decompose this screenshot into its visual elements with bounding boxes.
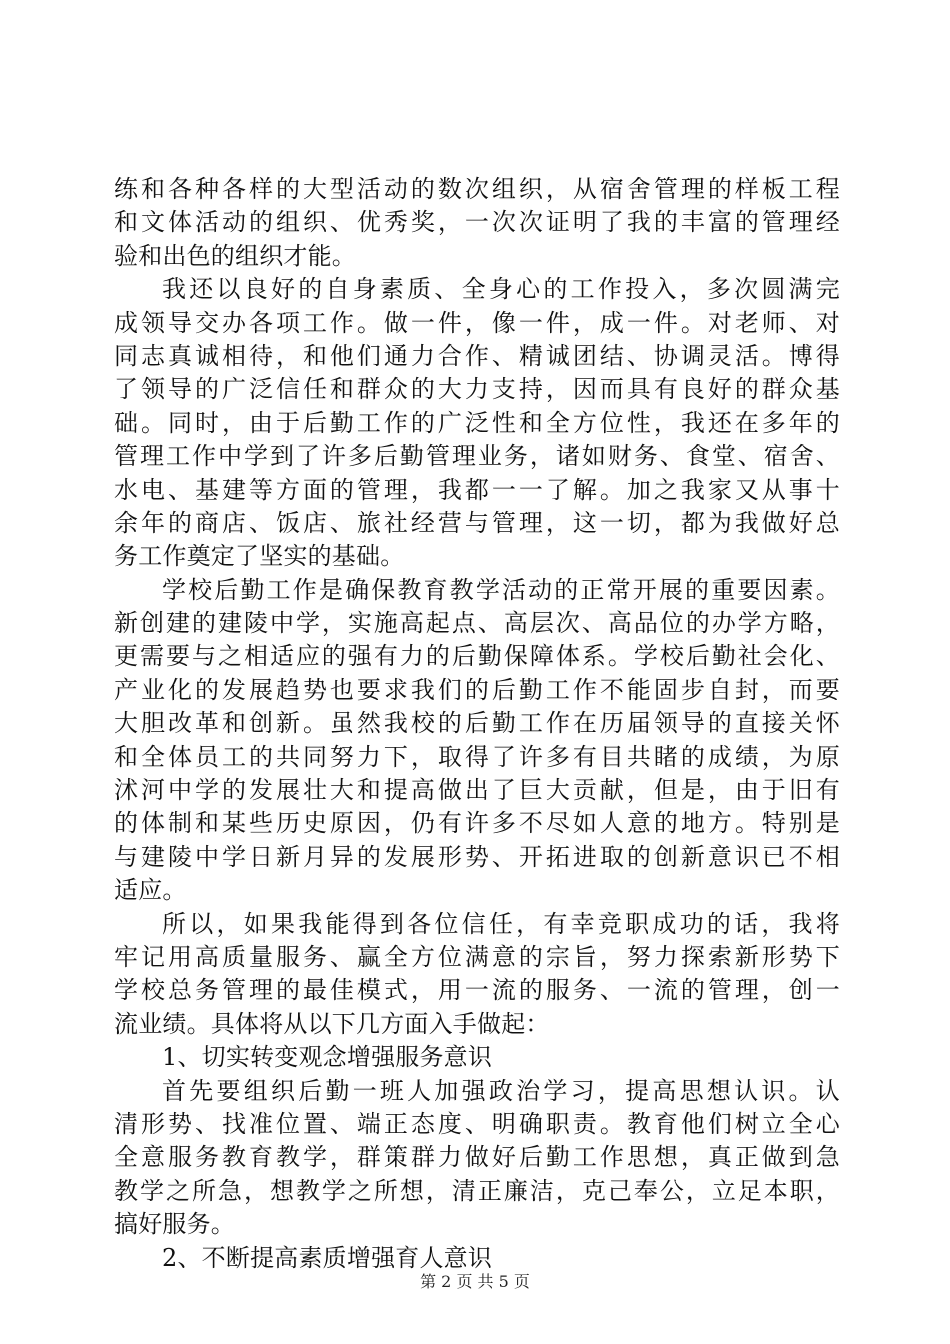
text-line: 学校后勤工作是确保教育教学活动的正常开展的重要因素。 [162,575,840,604]
text-line: 新创建的建陵中学，实施高起点、高层次、高品位的办学方略， [114,609,840,638]
text-line: 了领导的广泛信任和群众的大力支持，因而具有良好的群众基 [114,375,840,404]
page-number-footer: 第 2 页 共 5 页 [420,1272,530,1291]
text-line: 务工作奠定了坚实的基础。 [114,542,405,571]
text-line: 同志真诚相待，和他们通力合作、精诚团结、协调灵活。博得 [114,341,840,370]
text-line: 成领导交办各项工作。做一件，像一件，成一件。对老师、对 [114,308,840,337]
text-line: 清形势、找准位置、端正态度、明确职责。教育他们树立全心 [114,1109,840,1138]
text-line: 我还以良好的自身素质、全身心的工作投入，多次圆满完 [162,275,840,304]
text-line: 余年的商店、饭店、旅社经营与管理，这一切，都为我做好总 [114,508,840,537]
text-line: 的体制和某些历史原因，仍有许多不尽如人意的地方。特别是 [114,809,840,838]
text-line: 教学之所急，想教学之所想，清正廉洁，克己奉公，立足本职， [114,1176,840,1205]
text-line: 学校总务管理的最佳模式，用一流的服务、一流的管理，创一 [114,976,840,1005]
text-line: 更需要与之相适应的强有力的后勤保障体系。学校后勤社会化、 [114,642,840,671]
text-line: 全意服务教育教学，群策群力做好后勤工作思想，真正做到急 [114,1143,840,1172]
text-line: 与建陵中学日新月异的发展形势、开拓进取的创新意识已不相 [114,842,840,871]
document-body [114,173,840,1275]
text-line: 首先要组织后勤一班人加强政治学习，提高思想认识。认 [162,1076,840,1105]
text-line: 和全体员工的共同努力下，取得了许多有目共睹的成绩，为原 [114,742,840,771]
text-line: 沭河中学的发展壮大和提高做出了巨大贡献，但是，由于旧有 [114,776,840,805]
text-line: 管理工作中学到了许多后勤管理业务，诸如财务、食堂、宿舍、 [114,442,840,471]
text-line: 础。同时，由于后勤工作的广泛性和全方位性，我还在多年的 [114,408,840,437]
text-line: 产业化的发展趋势也要求我们的后勤工作不能固步自封，而要 [114,675,840,704]
text-line: 搞好服务。 [114,1210,235,1239]
text-line: 适应。 [114,876,187,905]
text-line: 所以，如果我能得到各位信任，有幸竞职成功的话，我将 [162,909,840,938]
text-line: 和文体活动的组织、优秀奖，一次次证明了我的丰富的管理经 [114,208,840,237]
text-line: 牢记用高质量服务、赢全方位满意的宗旨，努力探索新形势下 [114,942,840,971]
section-heading: 2、不断提高素质增强育人意识 [162,1243,493,1272]
text-line: 练和各种各样的大型活动的数次组织，从宿舍管理的样板工程 [114,175,840,203]
text-line: 流业绩。具体将从以下几方面入手做起： [114,1009,550,1038]
text-line: 验和出色的组织才能。 [114,241,356,270]
section-heading: 1、切实转变观念增强服务意识 [162,1043,493,1072]
text-line: 水电、基建等方面的管理，我都一一了解。加之我家又从事十 [114,475,840,504]
text-line: 大胆改革和创新。虽然我校的后勤工作在历届领导的直接关怀 [114,709,840,738]
